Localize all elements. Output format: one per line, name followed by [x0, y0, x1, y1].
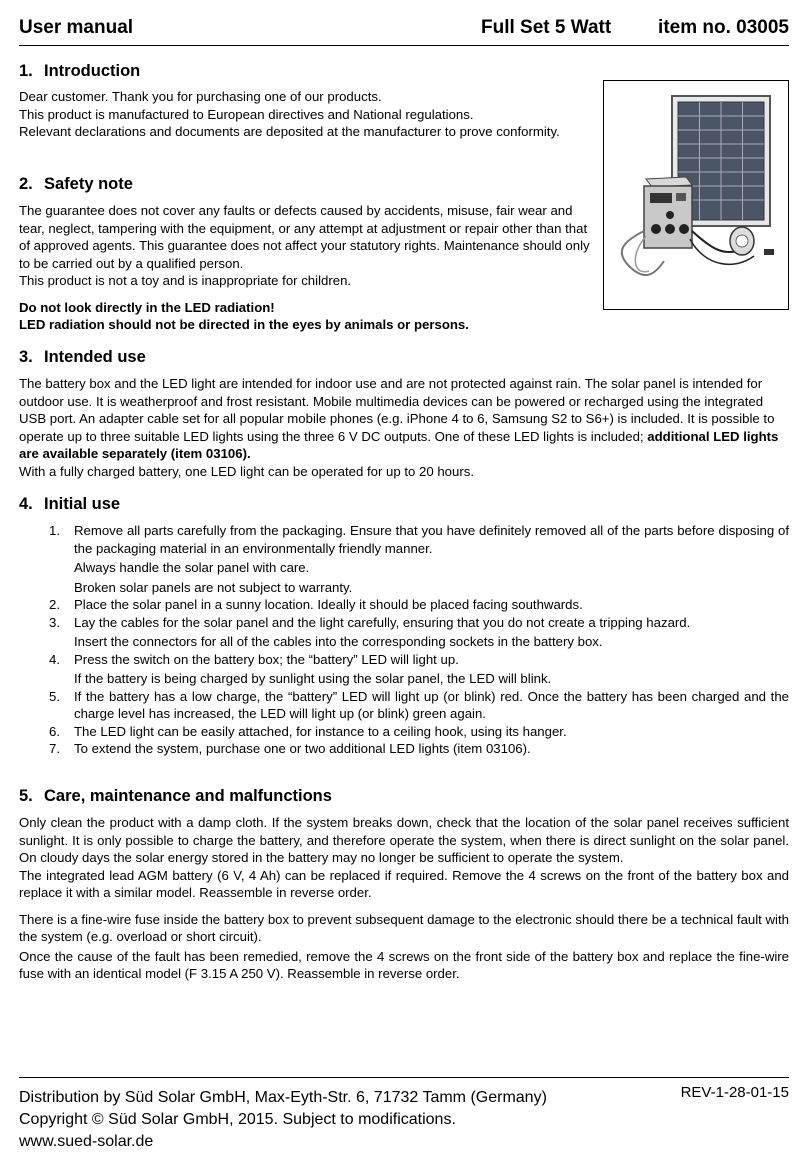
led-warning: Do not look directly in the LED radiation! [19, 299, 275, 315]
section-initial-use [19, 494, 789, 758]
intended-use-paragraph: The battery box and the LED light are intended for indoor use and are not protected against rain. The solar panel is intended for outdoor use. It is weatherproof and frost resistant. Mobile multimedia devices can be powered or recharged using the integrated USB port. An adapter cable set for all popular mobile phones (e.g. iPhone 4 to 6, Samsung S2 to S6+) is included. It is possible to operate up to three suitable LED lights using the three 6 V DC outputs. One of these LED lights is included; additional LED lights are available separately (item 03106). [19, 376, 779, 461]
section-heading: 4. Initial use [19, 495, 121, 513]
section-care-maintenance [19, 786, 789, 983]
intro-line: Dear customer. Thank you for purchasing one of our products. [19, 89, 382, 104]
fuse-paragraph: There is a fine-wire fuse inside the battery box to prevent subsequent damage to the electronic should there be a technical fault with the system (e.g. overload or short circuit). [19, 911, 789, 944]
intro-line: This product is manufactured to European directives and National regulations. [19, 106, 474, 122]
intro-line: Relevant declarations and documents are deposited at the manufacturer to prove conformity. [19, 124, 560, 139]
initial-use-steps [19, 522, 789, 758]
safety-paragraph: The guarantee does not cover any faults or defects caused by accidents, misuse, fair wear and tear, neglect, tampering with the equipment, or any attempt at adjustment or repair other than that of approved agents. This guarantee does not affect your statutory rights. Maintenance should only to be carried out by a qualified person. [19, 203, 590, 271]
list-item: 6. The LED light can be easily attached, for instance to a ceiling hook, using its hanger. [49, 723, 567, 739]
footer-copyright: Copyright © Süd Solar GmbH, 2015. Subject to modifications. [19, 1111, 456, 1128]
led-warning: LED radiation should not be directed in the eyes by animals or persons. [19, 317, 469, 332]
care-paragraph: Only clean the product with a damp cloth. If the system breaks down, check that the location of the solar panel receives sufficient sunlight. It is only possible to charge the battery, and therefore operate the system, when there is direct sunlight on the solar panel. On cloudy days the solar energy stored in the battery may no longer be sufficient to operate the system. [19, 815, 789, 865]
header-item-number: item no. 03005 [658, 17, 789, 38]
section-introduction [19, 61, 579, 141]
fuse-replace-paragraph: Once the cause of the fault has been remedied, remove the 4 screws on the front side of the battery box and replace the fine-wire fuse with an identical model (F 3.15 A 250 V). Reassemble in reverse order. [19, 948, 789, 981]
page-footer [19, 1077, 789, 1150]
list-item: 4. Press the switch on the battery box; the “battery” LED will light up. If the battery is being charged by sunlight using the solar panel, the LED will blink. [49, 651, 552, 686]
operating-time-note: With a fully charged battery, one LED light can be operated for up to 20 hours. [19, 463, 474, 479]
footer-distribution: Distribution by Süd Solar GmbH, Max-Eyth-Str. 6, 71732 Tamm (Germany) [19, 1089, 547, 1106]
footer-website: www.sued-solar.de [19, 1133, 154, 1150]
section-heading: 1. Introduction [19, 62, 141, 80]
list-item: 5. If the battery has a low charge, the “battery” LED will light up (or blink) red. Once the battery has been charged and the charge level has increased, the LED will light up (or blink) green again. [49, 688, 789, 721]
page-header [19, 17, 789, 46]
product-image [603, 80, 789, 310]
section-heading: 3. Intended use [19, 348, 146, 366]
header-title: User manual [19, 17, 134, 38]
header-product: Full Set 5 Watt [481, 17, 612, 38]
section-intended-use [19, 347, 789, 480]
section-heading: 2. Safety note [19, 175, 133, 193]
section-safety-note [19, 174, 591, 334]
safety-children-note: This product is not a toy and is inappropriate for children. [19, 273, 352, 288]
list-item: 7. To extend the system, purchase one or two additional LED lights (item 03106). [49, 741, 531, 756]
list-item: 2. Place the solar panel in a sunny location. Ideally it should be placed facing southwards. [49, 597, 583, 612]
list-item: 1. Remove all parts carefully from the packaging. Ensure that you have definitely removed all of the parts before disposing of the packaging material in an environmentally friendly manner. Always handle the solar panel with care. Broken solar panels are not subject to warranty. [49, 523, 789, 595]
revision-code: REV-1-28-01-15 [680, 1084, 789, 1101]
battery-paragraph: The integrated lead AGM battery (6 V, 4 Ah) can be replaced if required. Remove the 4 screws on the front of the battery box and replace it with a similar model. Reassemble in reverse order. [19, 867, 789, 900]
additional-led-note: additional LED lights are available separately (item 03106). [19, 428, 779, 461]
section-heading: 5. Care, maintenance and malfunctions [19, 787, 332, 805]
solar-kit-illustration [604, 81, 788, 309]
list-item: 3. Lay the cables for the solar panel and the light carefully, ensuring that you do not create a tripping hazard. Insert the connectors for all of the cables into the corresponding sockets in the battery box. [49, 614, 691, 649]
